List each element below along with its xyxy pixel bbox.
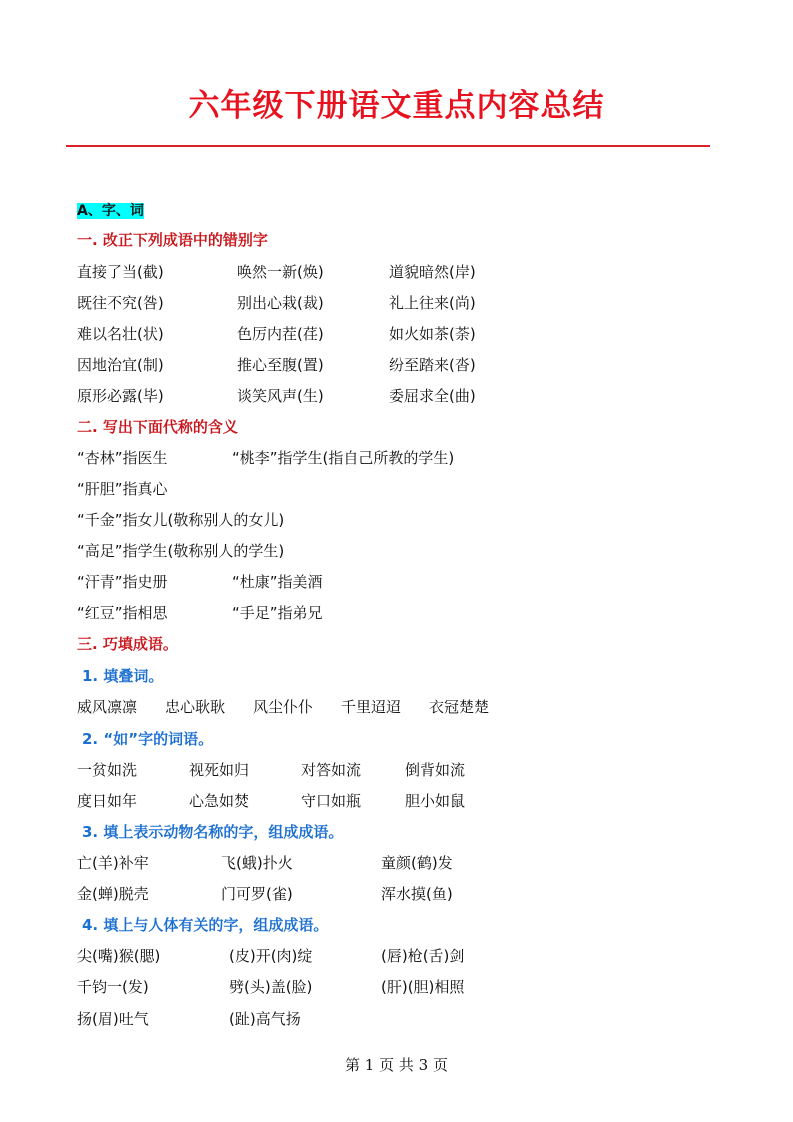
body-idiom: 扬(眉)吐气 <box>77 1010 149 1028</box>
idiom-correction: 委屈求全(曲) <box>389 387 476 405</box>
idiom-correction: 色厉内茬(荏) <box>237 325 324 343</box>
idiom-correction: 谈笑风声(生) <box>237 387 324 405</box>
reduplicated-idiom: 威风凛凛 <box>77 698 138 716</box>
reduplicated-idiom: 风尘仆仆 <box>253 698 314 716</box>
part3-heading: 三. 巧填成语。 <box>77 635 178 653</box>
reduplicated-idiom: 衣冠楚楚 <box>429 698 490 716</box>
body-idiom: (趾)高气扬 <box>229 1010 301 1028</box>
idiom-correction: 因地治宜(制) <box>77 356 164 374</box>
alias-meaning: “汗青”指史册 <box>77 573 168 591</box>
body-idiom: 千钧一(发) <box>77 978 149 996</box>
title-divider <box>66 145 710 147</box>
ru-idiom: 视死如归 <box>189 761 250 779</box>
alias-meaning: “红豆”指相思 <box>77 604 168 622</box>
idiom-correction: 道貌暗然(岸) <box>389 263 476 281</box>
ru-idiom: 一贫如洗 <box>77 761 138 779</box>
part1-heading: 一. 改正下列成语中的错别字 <box>77 231 268 249</box>
body-idiom: 尖(嘴)猴(腮) <box>77 947 161 965</box>
alias-meaning: “桃李”指学生(指自己所教的学生) <box>232 449 455 467</box>
animal-idiom: 门可罗(雀) <box>221 885 293 903</box>
ru-idiom: 心急如焚 <box>189 792 250 810</box>
animal-idiom: 童颜(鹤)发 <box>381 854 453 872</box>
ru-idiom: 胆小如鼠 <box>405 792 466 810</box>
sub4-heading: 4. 填上与人体有关的字，组成成语。 <box>82 916 329 934</box>
page-title: 六年级下册语文重点内容总结 <box>188 88 605 124</box>
idiom-correction: 如火如茶(荼) <box>389 325 476 343</box>
idiom-correction: 推心至腹(置) <box>237 356 324 374</box>
reduplicated-idiom: 千里迢迢 <box>341 698 402 716</box>
idiom-correction: 既往不究(咎) <box>77 294 164 312</box>
idiom-correction: 难以名壮(状) <box>77 325 164 343</box>
ru-idiom: 对答如流 <box>301 761 362 779</box>
page-footer: 第 1 页 共 3 页 <box>345 1056 448 1074</box>
alias-meaning: “高足”指学生(敬称别人的学生) <box>77 542 285 560</box>
reduplicated-idiom: 忠心耿耿 <box>165 698 226 716</box>
body-idiom: (肝)(胆)相照 <box>381 978 465 996</box>
alias-meaning: “杏林”指医生 <box>77 449 168 467</box>
animal-idiom: 飞(蛾)扑火 <box>221 854 293 872</box>
part2-heading: 二. 写出下面代称的含义 <box>77 418 238 436</box>
section-a-label: A、字、词 <box>77 203 144 219</box>
alias-meaning: “肝胆”指真心 <box>77 480 168 498</box>
animal-idiom: 亡(羊)补牢 <box>77 854 149 872</box>
idiom-correction: 原形必露(毕) <box>77 387 164 405</box>
body-idiom: (皮)开(肉)绽 <box>229 947 313 965</box>
body-idiom: 劈(头)盖(脸) <box>229 978 313 996</box>
idiom-correction: 别出心栽(裁) <box>237 294 324 312</box>
alias-meaning: “杜康”指美酒 <box>232 573 323 591</box>
idiom-correction: 纷至踏来(沓) <box>389 356 476 374</box>
idiom-correction: 唤然一新(焕) <box>237 263 324 281</box>
ru-idiom: 守口如瓶 <box>301 792 362 810</box>
sub1-heading: 1. 填叠词。 <box>82 667 164 685</box>
idiom-correction: 直接了当(截) <box>77 263 164 281</box>
idiom-correction: 礼上往来(尚) <box>389 294 476 312</box>
sub3-heading: 3. 填上表示动物名称的字，组成成语。 <box>82 823 344 841</box>
ru-idiom: 度日如年 <box>77 792 138 810</box>
section-a-heading <box>77 200 144 221</box>
alias-meaning: “千金”指女儿(敬称别人的女儿) <box>77 511 285 529</box>
sub2-heading: 2. “如”字的词语。 <box>82 730 214 748</box>
animal-idiom: 金(蝉)脱壳 <box>77 885 149 903</box>
body-idiom: (唇)枪(舌)剑 <box>381 947 465 965</box>
ru-idiom: 倒背如流 <box>405 761 466 779</box>
alias-meaning: “手足”指弟兄 <box>232 604 323 622</box>
animal-idiom: 浑水摸(鱼) <box>381 885 453 903</box>
